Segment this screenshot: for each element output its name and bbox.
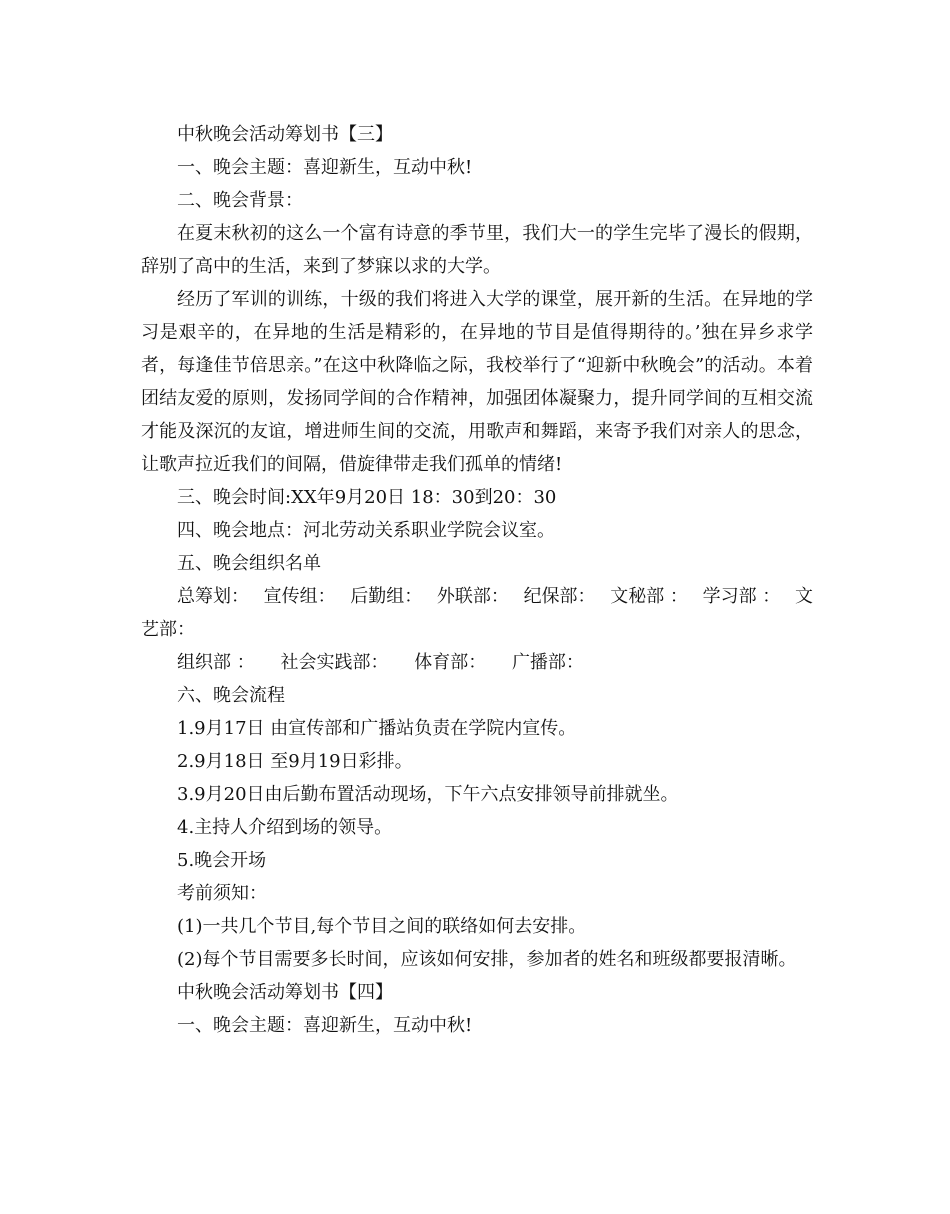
- flow-item: 1.9月17日 由宣传部和广播站负责在学院内宣传。: [177, 718, 577, 739]
- background-paragraph-1: 在夏末秋初的这么一个富有诗意的季节里，我们大一的学生完毕了漫长的假期，辞别了高中的生活，来到了梦寐以求的大学。: [141, 223, 813, 277]
- roster-item: 宣传组：: [263, 586, 336, 607]
- background-paragraph-2: 经历了军训的训练，十级的我们将进入大学的课堂，展开新的生活。在异地的学习是艰辛的，在异地的生活是精彩的，在异地的节目是值得期待的。’独在异乡求学者，每逢佳节倍思亲。”在这中秋降临之际，我校举行了“迎新中秋晚会”的活动。本着团结友爱的原则，发扬同学间的合作精神，加强团体凝聚力，提升同学间的互相交流才能及深沉的友谊，增进师生间的交流，用歌声和舞蹈，来寄予我们对亲人的思念，让歌声拉近我们的间隔，借旋律带走我们孤单的情绪!: [141, 289, 813, 475]
- roster-item: 总筹划：: [177, 586, 249, 607]
- roster-item: 社会实践部：: [280, 652, 389, 673]
- org-roster-row-2: [141, 646, 813, 679]
- flow-heading: 六、晚会流程: [177, 685, 285, 706]
- time-line: 三、晚会时间:XX年9月20日 18：30到20：30: [177, 487, 557, 508]
- flow-item: 2.9月18日 至9月19日彩排。: [177, 751, 413, 772]
- roster-item: 广播部：: [511, 652, 584, 673]
- note-item: (1)一共几个节目,每个节目之间的联络如何去安排。: [177, 916, 587, 937]
- org-heading: 五、晚会组织名单: [177, 553, 321, 574]
- roster-item: 文: [794, 586, 813, 607]
- roster-item: 学习部 ：: [702, 586, 781, 607]
- theme-line: 一、晚会主题：喜迎新生，互动中秋!: [177, 157, 473, 178]
- roster-item: 文秘部 ：: [610, 586, 688, 607]
- org-roster-row-1-continued: 艺部：: [141, 619, 195, 640]
- section-title-3: 中秋晚会活动筹划书【三】: [177, 124, 393, 145]
- theme-line-4: 一、晚会主题：喜迎新生，互动中秋!: [177, 1015, 473, 1036]
- notes-heading: 考前须知：: [177, 883, 267, 904]
- document-body: [141, 118, 813, 1042]
- roster-item: 纪保部：: [523, 586, 596, 607]
- section-title-4: 中秋晚会活动筹划书【四】: [177, 982, 393, 1003]
- roster-item: 外联部：: [436, 586, 509, 607]
- place-line: 四、晚会地点：河北劳动关系职业学院会议室。: [177, 520, 555, 541]
- note-item: (2)每个节目需要多长时间，应该如何安排，参加者的姓名和班级都要报清晰。: [177, 949, 797, 970]
- flow-item: 5.晚会开场: [177, 850, 267, 871]
- roster-item: 体育部：: [414, 652, 487, 673]
- org-roster-row-1: [141, 580, 813, 613]
- roster-item: 后勤组：: [350, 586, 423, 607]
- background-heading: 二、晚会背景：: [177, 190, 303, 211]
- roster-item: 组织部 ：: [177, 652, 255, 673]
- flow-item: 3.9月20日由后勤布置活动现场，下午六点安排领导前排就坐。: [177, 784, 679, 805]
- flow-item: 4.主持人介绍到场的领导。: [177, 817, 393, 838]
